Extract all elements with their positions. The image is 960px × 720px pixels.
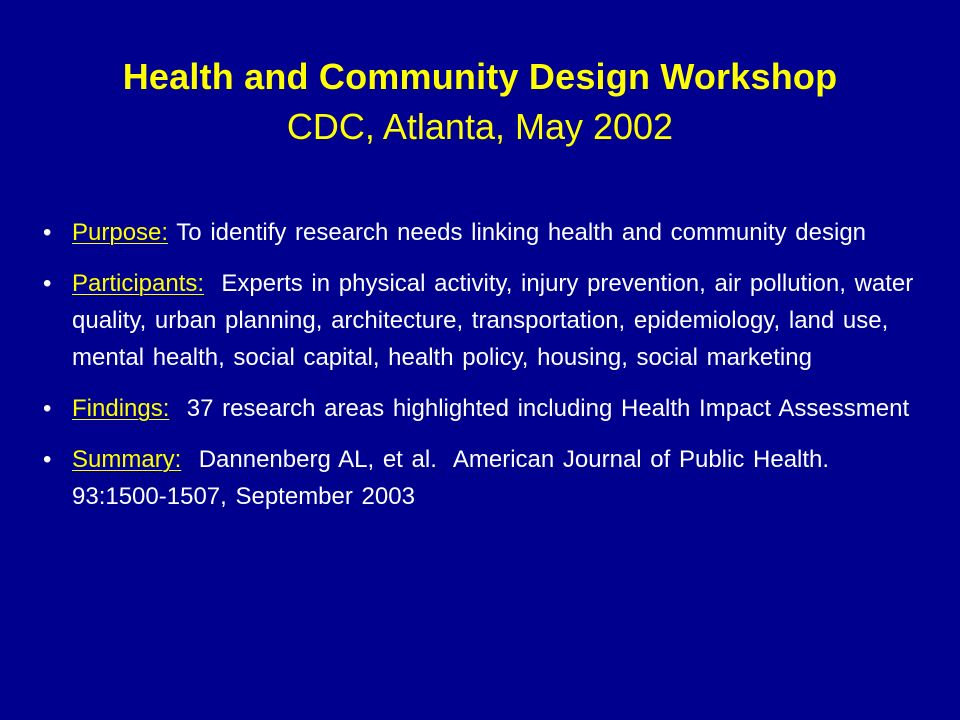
bullet-findings: [0, 390, 960, 427]
bullet-dot-icon: •: [43, 219, 52, 246]
bullet-list: [0, 214, 960, 529]
slide-title: [0, 54, 960, 150]
bullet-text-findings: 37 research areas highlighted including Health Impact Assessment: [169, 395, 910, 422]
title-subtitle: CDC, Atlanta, May 2002: [286, 106, 674, 147]
title-main: Health and Community Design Workshop: [122, 56, 838, 97]
bullet-text-participants: Experts in physical activity, injury prevention, air pollution, water quality, urban planning, architecture, transportation, epidemiology, land use, mental health, social capital, health policy, housing, social marketing: [72, 270, 922, 371]
bullet-text-purpose: To identify research needs linking health and community design: [168, 219, 867, 246]
bullet-purpose: [0, 214, 960, 251]
bullet-summary: [0, 441, 960, 515]
bullet-text-summary: Dannenberg AL, et al. American Journal of Public Health. 93:1500-1507, September 2003: [72, 446, 847, 510]
bullet-label-participants: Participants:: [72, 270, 205, 297]
bullet-dot-icon: •: [43, 395, 52, 422]
bullet-label-summary: Summary:: [72, 446, 182, 473]
bullet-label-purpose: Purpose:: [72, 219, 169, 246]
bullet-participants: [0, 265, 960, 376]
bullet-label-findings: Findings:: [72, 395, 170, 422]
bullet-dot-icon: •: [43, 446, 52, 473]
bullet-dot-icon: •: [43, 270, 52, 297]
